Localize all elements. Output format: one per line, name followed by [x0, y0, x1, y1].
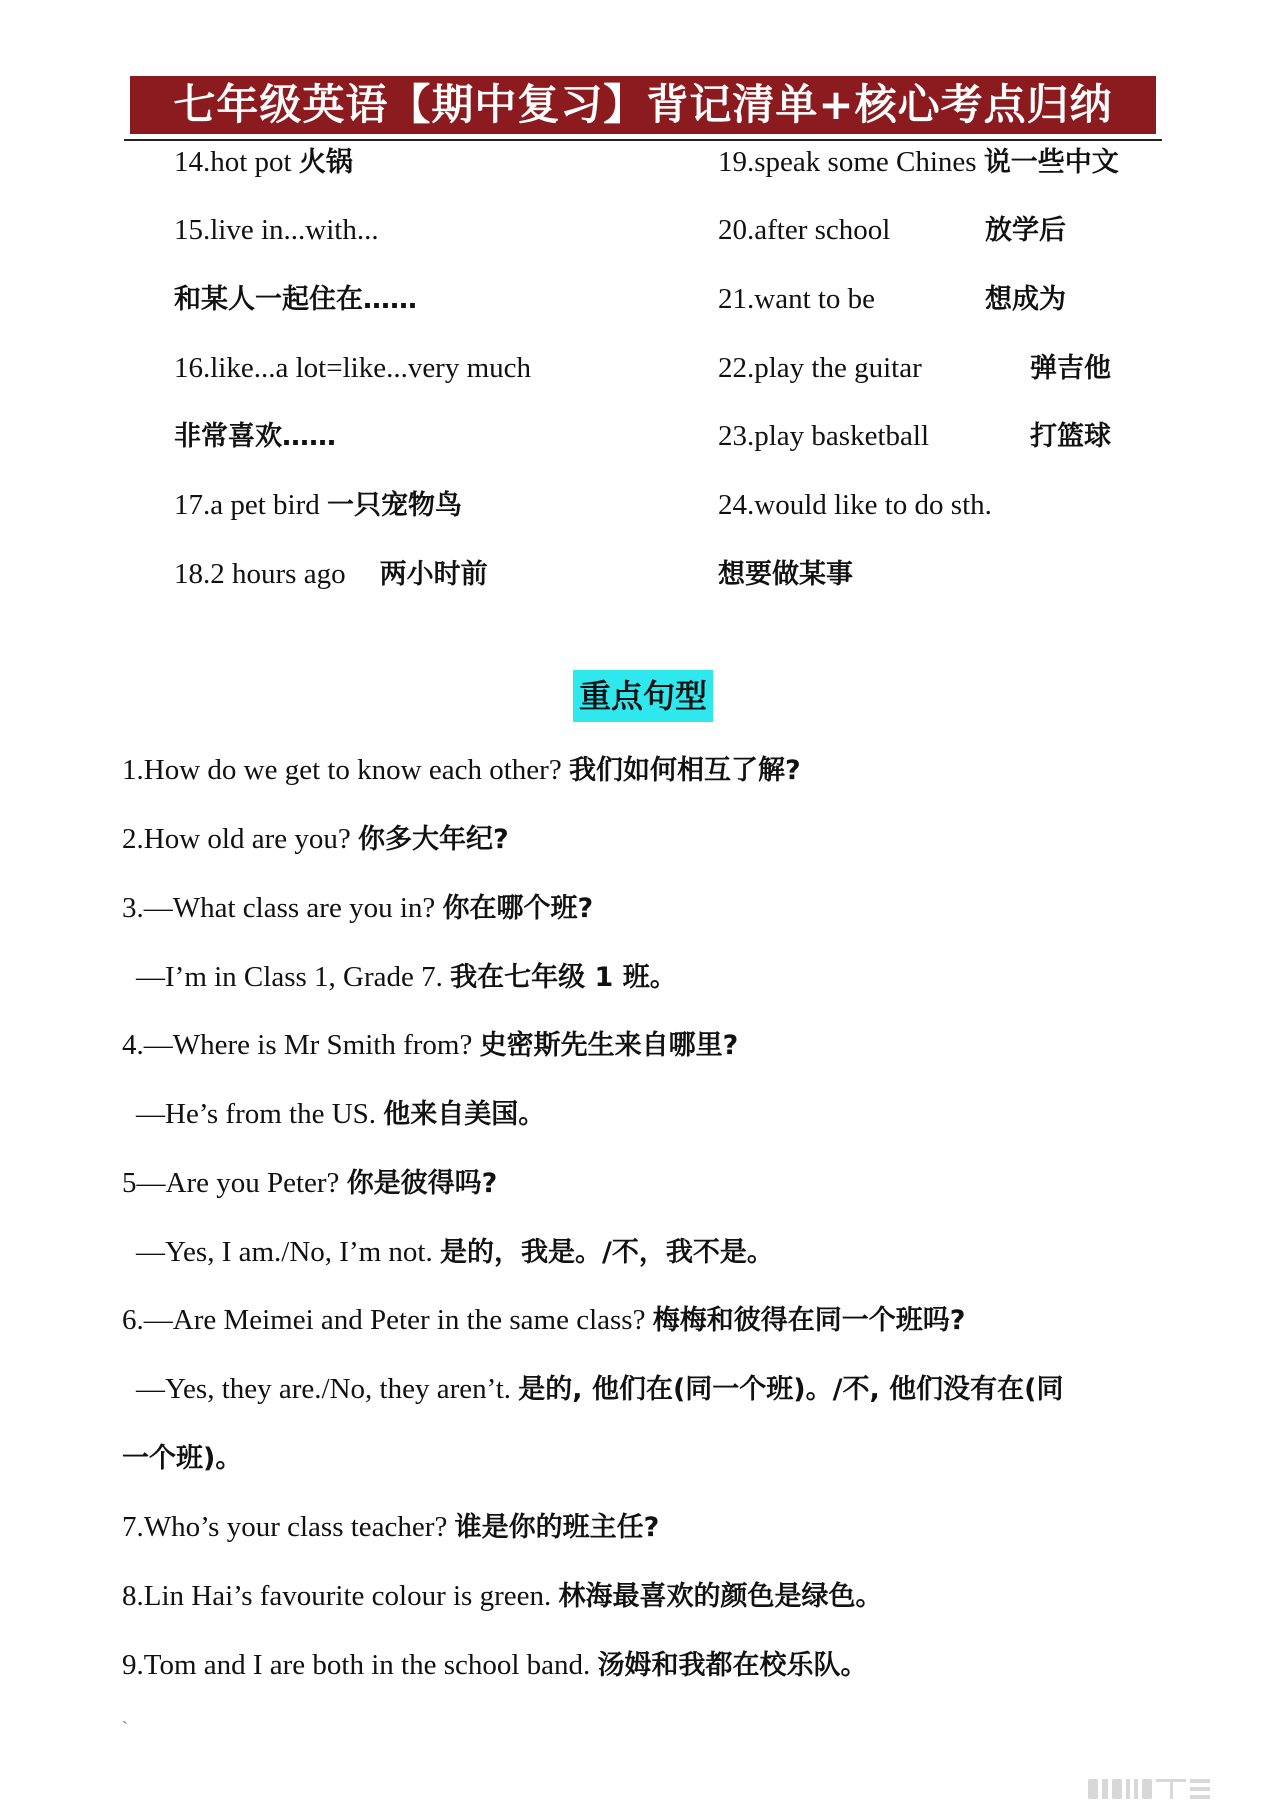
- vocab-item-24: [718, 487, 992, 523]
- sentence-1: [122, 752, 801, 789]
- sentence-en: 5—Are you Peter?: [122, 1167, 347, 1199]
- vocab-zh: 想成为: [985, 284, 1066, 315]
- sentence-en: 8.Lin Hai’s favourite colour is green.: [122, 1580, 559, 1612]
- vocab-en: 19.speak some Chines: [718, 146, 984, 178]
- sentence-zh: 史密斯先生来自哪里?: [479, 1030, 739, 1061]
- sentence-zh: 林海最喜欢的颜色是绿色。: [558, 1581, 883, 1612]
- sentence-3-question: [122, 890, 593, 927]
- vocab-zh: 非常喜欢……: [174, 421, 336, 452]
- vocab-item-19: [718, 144, 1119, 181]
- sentence-6-answer-continued: [122, 1440, 242, 1477]
- vocab-en: 18.2 hours ago: [174, 558, 346, 590]
- page-title: 七年级英语【期中复习】背记清单+核心考点归纳: [130, 76, 1156, 134]
- sentence-en: 9.Tom and I are both in the school band.: [122, 1649, 598, 1681]
- sentence-zh: 是的，我是。/不，我不是。: [439, 1237, 774, 1268]
- vocab-item-20-translation: [985, 212, 1066, 249]
- vocab-item-16-translation: [174, 418, 336, 455]
- sentence-en: —He’s from the US.: [136, 1098, 384, 1130]
- vocab-zh: 火锅: [298, 147, 353, 178]
- vocab-item-18: [174, 556, 488, 593]
- sentence-en: 7.Who’s your class teacher?: [122, 1511, 455, 1543]
- vocab-zh: 弹吉他: [1030, 353, 1111, 384]
- vocab-zh: 两小时前: [379, 559, 488, 590]
- sentence-en: —Yes, they are./No, they aren’t.: [136, 1373, 519, 1405]
- vocab-item-20: [718, 212, 890, 248]
- section-heading-key-sentences: 重点句型: [573, 670, 713, 722]
- vocab-zh: 打篮球: [1030, 421, 1111, 452]
- sentence-en: 1.How do we get to know each other?: [122, 754, 569, 786]
- title-underline: [124, 139, 1162, 141]
- vocab-item-15: [174, 212, 379, 248]
- vocab-zh: 和某人一起住在……: [174, 284, 417, 315]
- vocab-en: 14.hot pot: [174, 146, 299, 178]
- sentence-4-question: [122, 1027, 738, 1064]
- watermark-logo: [1086, 1776, 1256, 1802]
- vocab-zh: 一只宠物鸟: [327, 490, 463, 521]
- vocab-en: 24.would like to do sth.: [718, 489, 992, 521]
- vocab-item-16: [174, 350, 531, 386]
- sentence-zh: 是的, 他们在(同一个班)。/不, 他们没有在(同: [518, 1374, 1064, 1405]
- sentence-zh: 一个班)。: [122, 1443, 243, 1474]
- vocab-item-22-translation: [1030, 350, 1111, 387]
- sentence-en: 2.How old are you?: [122, 823, 358, 855]
- sentence-5-question: [122, 1165, 497, 1202]
- sentence-en: —I’m in Class 1, Grade 7.: [136, 961, 451, 993]
- stray-mark: `: [122, 1718, 128, 1738]
- vocab-en: 22.play the guitar: [718, 352, 922, 384]
- vocab-item-17: [174, 487, 462, 524]
- vocab-zh: 说一些中文: [983, 147, 1119, 178]
- sentence-en: 6.—Are Meimei and Peter in the same class?: [122, 1304, 653, 1336]
- sentence-zh: 梅梅和彼得在同一个班吗?: [652, 1305, 966, 1336]
- sentence-zh: 汤姆和我都在校乐队。: [597, 1650, 868, 1681]
- vocab-item-24-translation: [718, 556, 853, 593]
- vocab-item-14: [174, 144, 353, 181]
- sentence-8: [122, 1578, 883, 1615]
- sentence-zh: 你是彼得吗?: [346, 1168, 498, 1199]
- vocab-item-21: [718, 281, 875, 317]
- sentence-zh: 我在七年级 1 班。: [450, 962, 677, 993]
- vocab-item-22: [718, 350, 922, 386]
- vocab-item-15-translation: [174, 281, 417, 318]
- vocab-en: 21.want to be: [718, 283, 876, 315]
- sentence-7: [122, 1509, 659, 1546]
- sentence-zh: 我们如何相互了解?: [568, 755, 801, 786]
- sentence-6-answer: [136, 1371, 1064, 1408]
- vocab-item-21-translation: [985, 281, 1066, 318]
- vocab-item-23: [718, 418, 929, 454]
- sentence-6-question: [122, 1302, 965, 1339]
- vocab-item-23-translation: [1030, 418, 1111, 455]
- vocab-en: 17.a pet bird: [174, 489, 328, 521]
- sentence-5-answer: [136, 1234, 774, 1271]
- sentence-zh: 你在哪个班?: [442, 893, 594, 924]
- sentence-zh: 他来自美国。: [383, 1099, 546, 1130]
- vocab-en: 20.after school: [718, 214, 891, 246]
- vocab-zh: 想要做某事: [718, 559, 853, 590]
- sentence-en: —Yes, I am./No, I’m not.: [136, 1236, 440, 1268]
- sentence-zh: 谁是你的班主任?: [454, 1512, 660, 1543]
- vocab-en: 23.play basketball: [718, 420, 930, 452]
- sentence-3-answer: [136, 959, 677, 996]
- sentence-2: [122, 821, 509, 858]
- vocab-zh: 放学后: [985, 215, 1066, 246]
- sentence-4-answer: [136, 1096, 545, 1133]
- vocab-en: 15.live in...with...: [174, 214, 379, 246]
- vocab-en: 16.like...a lot=like...very much: [174, 352, 532, 384]
- sentence-9: [122, 1647, 868, 1684]
- sentence-en: 3.—What class are you in?: [122, 892, 443, 924]
- sentence-zh: 你多大年纪?: [357, 824, 509, 855]
- sentence-en: 4.—Where is Mr Smith from?: [122, 1029, 480, 1061]
